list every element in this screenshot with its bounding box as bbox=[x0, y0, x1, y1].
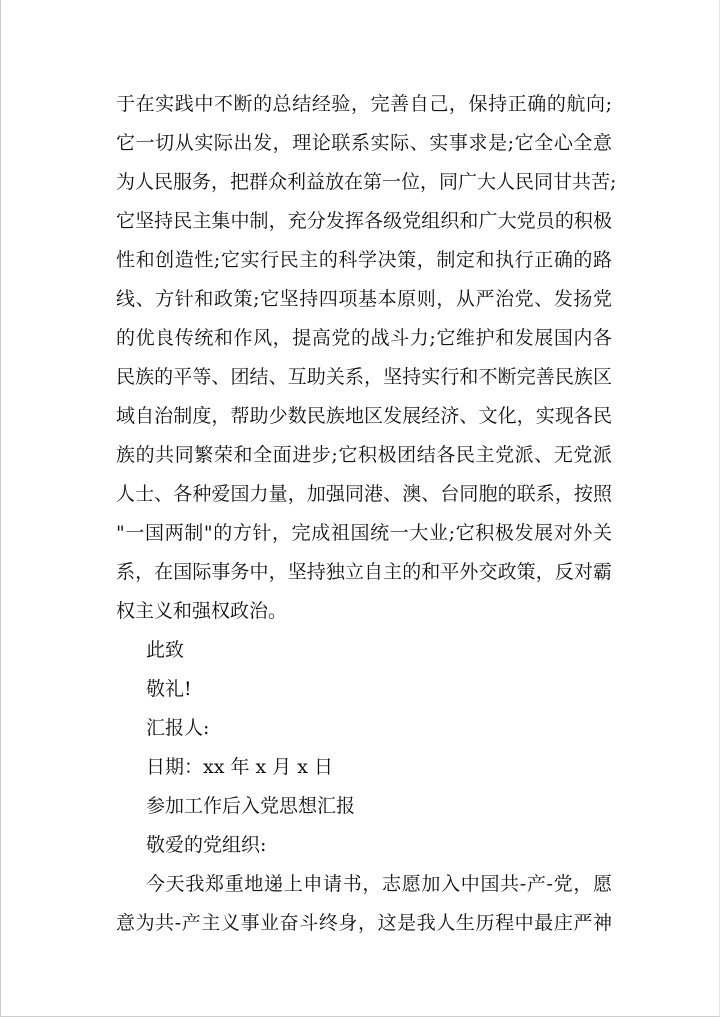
paragraph-line: 域自治制度，帮助少数民族地区发展经济、文化，实现各民 bbox=[116, 405, 612, 427]
paragraph-line: 人士、各种爱国力量，加强同港、澳、台同胞的联系，按照 bbox=[116, 483, 612, 505]
paragraph-line: 系，在国际事务中，坚持独立自主的和平外交政策，反对霸 bbox=[116, 561, 612, 583]
paragraph-line: 它坚持民主集中制，充分发挥各级党组织和广大党员的积极 bbox=[116, 210, 612, 232]
paragraph-line: 的优良传统和作风，提高党的战斗力;它维护和发展国内各 bbox=[116, 327, 612, 349]
paragraph-line: 族的共同繁荣和全面进步;它积极团结各民主党派、无党派 bbox=[116, 444, 612, 466]
paragraph-line: "一国两制"的方针，完成祖国统一大业;它积极发展对外关 bbox=[116, 522, 612, 544]
paragraph-line: 权主义和强权政治。 bbox=[116, 600, 288, 622]
paragraph-line: 线、方针和政策;它坚持四项基本原则，从严治党、发扬党 bbox=[116, 288, 612, 310]
salute-text: 敬礼! bbox=[146, 678, 192, 700]
document-body bbox=[116, 85, 617, 943]
next-paragraph-line: 意为共-产主义事业奋斗终身，这是我人生历程中最庄严神 bbox=[116, 912, 612, 934]
paragraph-line: 它一切从实际出发，理论联系实际、实事求是;它全心全意 bbox=[116, 132, 612, 154]
paragraph-line: 于在实践中不断的总结经验，完善自己，保持正确的航向; bbox=[116, 93, 612, 115]
section-title: 参加工作后入党思想汇报 bbox=[146, 795, 356, 817]
paragraph-line: 民族的平等、团结、互助关系，坚持实行和不断完善民族区 bbox=[116, 366, 612, 388]
closing-text: 此致 bbox=[146, 639, 185, 661]
next-paragraph-line: 今天我郑重地递上申请书，志愿加入中国共-产-党，愿 bbox=[146, 873, 612, 895]
date-line: 日期：xx 年 x 月 x 日 bbox=[146, 756, 334, 778]
reporter-label: 汇报人: bbox=[146, 717, 210, 739]
paragraph-line: 为人民服务，把群众利益放在第一位，同广大人民同甘共苦; bbox=[116, 171, 617, 193]
paragraph-line: 性和创造性;它实行民主的科学决策，制定和执行正确的路 bbox=[116, 249, 612, 271]
greeting-text: 敬爱的党组织: bbox=[146, 834, 267, 856]
